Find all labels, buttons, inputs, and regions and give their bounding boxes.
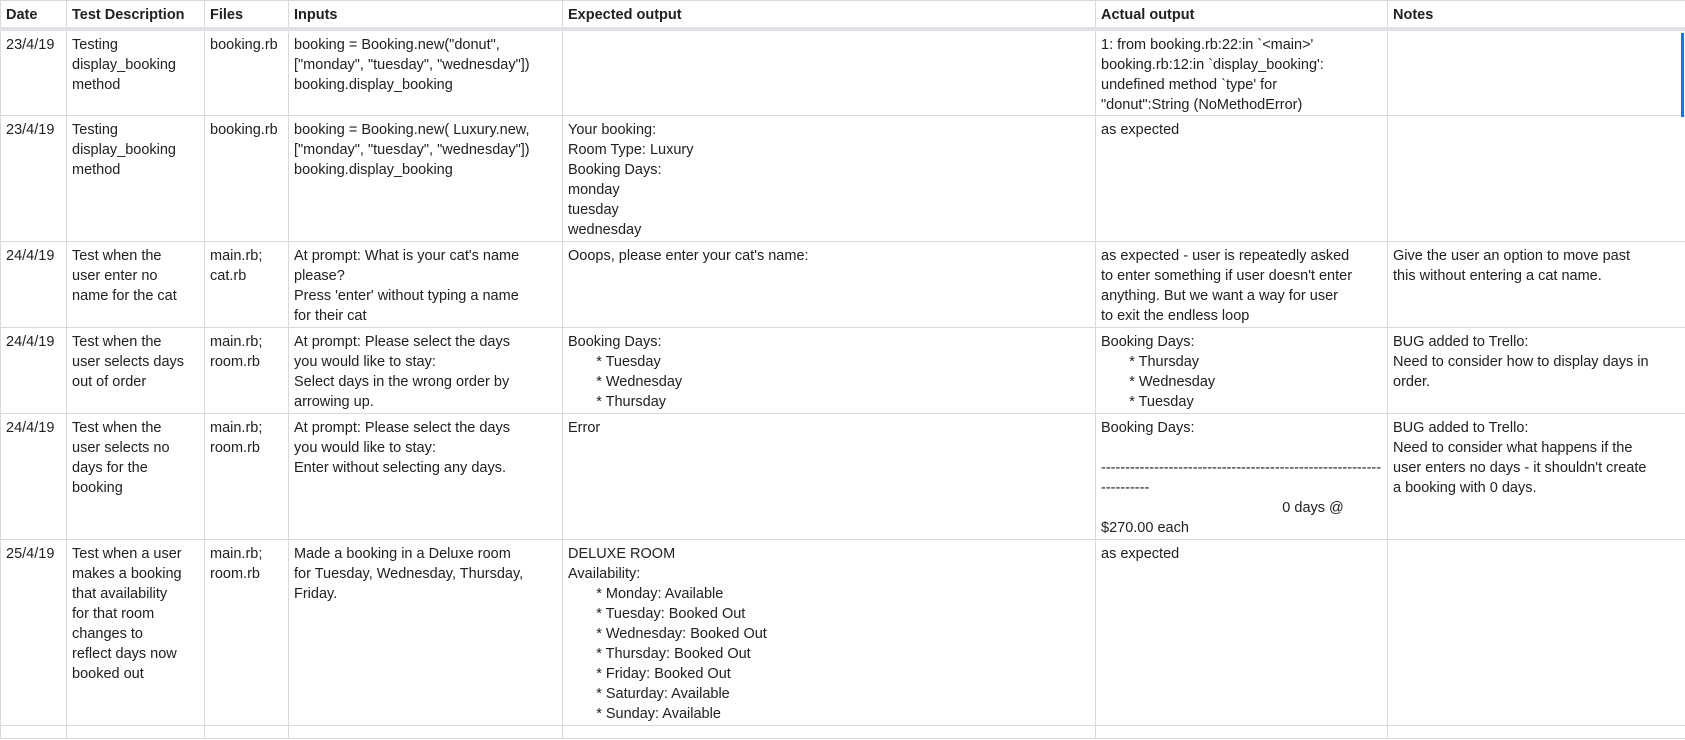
cell-test-description[interactable]: Testing display_booking method xyxy=(67,116,205,242)
cell-date[interactable]: 23/4/19 xyxy=(1,29,67,116)
cell-expected-output[interactable]: Ooops, please enter your cat's name: xyxy=(563,242,1096,328)
cell-notes[interactable]: BUG added to Trello: Need to consider what happens if the user enters no days - it shouldn't create a booking with 0 days. xyxy=(1388,414,1685,540)
empty-cell[interactable] xyxy=(1,726,67,739)
cell-files[interactable]: main.rb; room.rb xyxy=(205,540,289,726)
header-inputs[interactable]: Inputs xyxy=(289,1,563,30)
cell-expected-output[interactable]: Booking Days: * Tuesday * Wednesday * Thursday xyxy=(563,328,1096,414)
selection-border xyxy=(1681,33,1684,117)
table-row xyxy=(1,540,1685,726)
cell-inputs[interactable]: booking = Booking.new("donut", ["monday", "tuesday", "wednesday"]) booking.display_booking xyxy=(289,29,563,116)
cell-expected-output[interactable]: Error xyxy=(563,414,1096,540)
cell-test-description[interactable]: Testing display_booking method xyxy=(67,29,205,116)
empty-cell[interactable] xyxy=(563,726,1096,739)
table-row xyxy=(1,242,1685,328)
empty-cell[interactable] xyxy=(1096,726,1388,739)
cell-test-description[interactable]: Test when the user enter no name for the cat xyxy=(67,242,205,328)
table-row xyxy=(1,414,1685,540)
cell-date[interactable]: 24/4/19 xyxy=(1,328,67,414)
cell-files[interactable]: booking.rb xyxy=(205,29,289,116)
cell-actual-output[interactable]: as expected xyxy=(1096,116,1388,242)
cell-expected-output[interactable]: Your booking: Room Type: Luxury Booking Days: monday tuesday wednesday xyxy=(563,116,1096,242)
header-date[interactable]: Date xyxy=(1,1,67,30)
cell-notes[interactable]: Give the user an option to move past this without entering a cat name. xyxy=(1388,242,1685,328)
empty-cell[interactable] xyxy=(67,726,205,739)
cell-inputs[interactable]: At prompt: Please select the days you would like to stay: Enter without selecting any days. xyxy=(289,414,563,540)
cell-actual-output[interactable]: Booking Days: ---------------------------------------------------------- ---------- 0 days @ $270.00 each xyxy=(1096,414,1388,540)
header-row xyxy=(1,1,1685,30)
cell-expected-output[interactable]: DELUXE ROOM Availability: * Monday: Available * Tuesday: Booked Out * Wednesday: Booked Out * Thursday: Booked Out * Friday: Booked Out * Saturday: Available * Sunday: Available xyxy=(563,540,1096,726)
cell-notes[interactable] xyxy=(1388,116,1685,242)
cell-date[interactable]: 25/4/19 xyxy=(1,540,67,726)
cell-test-description[interactable]: Test when the user selects no days for the booking xyxy=(67,414,205,540)
cell-test-description[interactable]: Test when the user selects days out of order xyxy=(67,328,205,414)
cell-notes[interactable] xyxy=(1388,29,1685,116)
cell-actual-output[interactable]: 1: from booking.rb:22:in `<main>' booking.rb:12:in `display_booking': undefined method `type' for "donut":String (NoMethodError) xyxy=(1096,29,1388,116)
cell-inputs[interactable]: At prompt: Please select the days you would like to stay: Select days in the wrong order by arrowing up. xyxy=(289,328,563,414)
table-row xyxy=(1,116,1685,242)
table-row xyxy=(1,328,1685,414)
cell-notes[interactable] xyxy=(1388,540,1685,726)
cell-expected-output[interactable] xyxy=(563,29,1096,116)
cell-inputs[interactable]: Made a booking in a Deluxe room for Tuesday, Wednesday, Thursday, Friday. xyxy=(289,540,563,726)
cell-actual-output[interactable]: as expected - user is repeatedly asked to enter something if user doesn't enter anything. But we want a way for user to exit the endless loop xyxy=(1096,242,1388,328)
cell-date[interactable]: 24/4/19 xyxy=(1,414,67,540)
cell-files[interactable]: main.rb; room.rb xyxy=(205,328,289,414)
header-files[interactable]: Files xyxy=(205,1,289,30)
cell-notes[interactable]: BUG added to Trello: Need to consider how to display days in order. xyxy=(1388,328,1685,414)
empty-cell[interactable] xyxy=(289,726,563,739)
empty-cell[interactable] xyxy=(205,726,289,739)
table-row xyxy=(1,29,1685,116)
cell-test-description[interactable]: Test when a user makes a booking that availability for that room changes to reflect days now booked out xyxy=(67,540,205,726)
cell-date[interactable]: 23/4/19 xyxy=(1,116,67,242)
cell-files[interactable]: main.rb; cat.rb xyxy=(205,242,289,328)
header-test-description[interactable]: Test Description xyxy=(67,1,205,30)
header-notes[interactable]: Notes xyxy=(1388,1,1685,30)
cell-inputs[interactable]: At prompt: What is your cat's name please? Press 'enter' without typing a name for their cat xyxy=(289,242,563,328)
cell-actual-output[interactable]: as expected xyxy=(1096,540,1388,726)
cell-files[interactable]: booking.rb xyxy=(205,116,289,242)
cell-date[interactable]: 24/4/19 xyxy=(1,242,67,328)
empty-cell[interactable] xyxy=(1388,726,1685,739)
cell-files[interactable]: main.rb; room.rb xyxy=(205,414,289,540)
header-expected-output[interactable]: Expected output xyxy=(563,1,1096,30)
empty-row xyxy=(1,726,1685,739)
cell-inputs[interactable]: booking = Booking.new( Luxury.new, ["monday", "tuesday", "wednesday"]) booking.display_booking xyxy=(289,116,563,242)
cell-actual-output[interactable]: Booking Days: * Thursday * Wednesday * Tuesday xyxy=(1096,328,1388,414)
header-actual-output[interactable]: Actual output xyxy=(1096,1,1388,30)
